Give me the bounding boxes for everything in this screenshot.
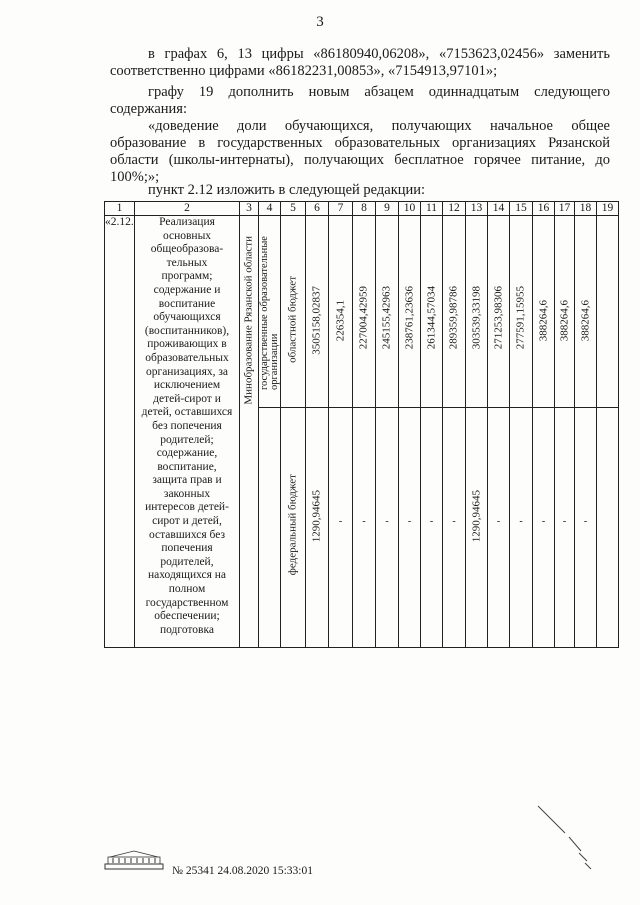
column-header: 7 [329, 202, 353, 216]
value-text: 3505158,02837 [310, 286, 323, 355]
column-header: 10 [399, 202, 421, 216]
value-text: 289359,98786 [447, 286, 460, 350]
value-text: 388264,6 [579, 300, 591, 342]
executor-text: Минобразование Рязанской области [242, 236, 255, 405]
column-header-row [105, 202, 619, 216]
value-cell [488, 216, 510, 408]
paragraph-2-text: графу 19 дополнить новым абзацем одиннадцатым следующего содержания: [110, 84, 610, 117]
value-cell [488, 408, 510, 648]
column-header: 1 [105, 202, 135, 216]
value-text: 388264,6 [537, 300, 549, 342]
dash-text: - [429, 516, 434, 527]
column-header: 4 [259, 202, 281, 216]
value-text: 226354,1 [334, 300, 346, 342]
dash-text: - [583, 516, 588, 527]
column-header: 15 [510, 202, 533, 216]
value-text: 277591,15955 [514, 286, 527, 350]
empty-cell [259, 408, 281, 648]
federal-source-text: федеральный бюджет [286, 474, 299, 576]
dash-text: - [496, 516, 501, 527]
column-header: 6 [306, 202, 329, 216]
column-header: 11 [421, 202, 443, 216]
value-text: 245155,42963 [380, 286, 393, 350]
column-header: 14 [488, 202, 510, 216]
column-header: 19 [597, 202, 619, 216]
paragraph-3-text: «доведение доли обучающихся, получающих начальное общее образование в государственных образовательных организациях Рязанской области (школы-интернаты), получающих бесплатное горячее питание, до 100%;»; [110, 118, 610, 185]
value-cell [555, 408, 575, 648]
regional-budget-row [105, 216, 619, 408]
paragraph-1-text: в графах 6, 13 цифры «86180940,06208», «7153623,02456» заменить соответственно цифрами «86182231,00853», «7154913,97101»; [110, 46, 610, 79]
column-header: 5 [281, 202, 306, 216]
value-cell [306, 408, 329, 648]
column-header: 8 [353, 202, 376, 216]
value-text: 271253,98306 [492, 286, 504, 350]
value-cell [376, 408, 399, 648]
dash-text: - [338, 516, 343, 527]
value-cell [443, 408, 466, 648]
value-cell [533, 216, 555, 408]
value-text: 261344,57034 [425, 286, 437, 350]
column-header: 18 [575, 202, 597, 216]
value-cell [443, 216, 466, 408]
value-cell [575, 216, 597, 408]
value-text: 388264,6 [558, 300, 570, 342]
value-cell [353, 216, 376, 408]
row-index: «2.12. [105, 216, 135, 648]
value-text: 227004,42959 [357, 286, 370, 350]
value-cell [466, 216, 488, 408]
value-text: 1290,94645 [310, 490, 323, 543]
dash-text: - [562, 516, 567, 527]
value-cell [353, 408, 376, 648]
scan-mark-icon [535, 803, 595, 873]
value-cell [555, 216, 575, 408]
column-header: 12 [443, 202, 466, 216]
empty-cell [597, 408, 619, 648]
program-table [104, 201, 619, 648]
organizations-text: государственные образовательные организации [258, 236, 280, 390]
dash-text: - [519, 516, 523, 527]
paragraph-2 [110, 84, 610, 118]
dash-text: - [452, 516, 456, 527]
column-header: 2 [135, 202, 240, 216]
column-header: 16 [533, 202, 555, 216]
dash-text: - [407, 516, 412, 527]
value-cell [575, 408, 597, 648]
document-id: № 25341 24.08.2020 15:33:01 [172, 865, 313, 877]
value-cell [329, 216, 353, 408]
value-cell [399, 216, 421, 408]
value-cell [466, 408, 488, 648]
building-stamp-icon [104, 849, 164, 876]
executor-cell [240, 216, 259, 648]
value-cell [399, 408, 421, 648]
column-header: 17 [555, 202, 575, 216]
value-cell [329, 408, 353, 648]
federal-source-cell [281, 408, 306, 648]
value-cell [533, 408, 555, 648]
paragraph-3 [110, 118, 610, 186]
value-cell [306, 216, 329, 408]
regional-source-cell [281, 216, 306, 408]
value-cell [421, 216, 443, 408]
organizations-cell [259, 216, 281, 408]
column-header: 3 [240, 202, 259, 216]
page-number: 3 [316, 14, 324, 30]
program-description: Реализация основных общеобразова- тельных программ; содержание и воспитание обучающихся (воспитанников), проживающих в образовательных организациях, за исключением детей-сирот и детей, оставшихся без попечения родителей; содержание, воспитание, защита прав и законных интересов детей- сирот и детей, оставшихся без попечения родителей, находящихся на полном государственном обеспечении; подготовка [135, 216, 240, 648]
paragraph-4: пункт 2.12 изложить в следующей редакции: [148, 182, 426, 198]
column-header: 13 [466, 202, 488, 216]
dash-text: - [541, 516, 546, 527]
paragraph-1 [110, 46, 610, 80]
column-header: 9 [376, 202, 399, 216]
regional-source-text: областной бюджет [286, 276, 299, 363]
value-cell [510, 408, 533, 648]
value-cell [421, 408, 443, 648]
dash-text: - [385, 516, 389, 527]
value-text: 303539,33198 [470, 286, 482, 350]
value-cell [510, 216, 533, 408]
value-text: 238761,23636 [403, 286, 415, 350]
value-cell [376, 216, 399, 408]
value-text: 1290,94645 [470, 490, 482, 543]
empty-cell [597, 216, 619, 408]
dash-text: - [362, 516, 366, 527]
